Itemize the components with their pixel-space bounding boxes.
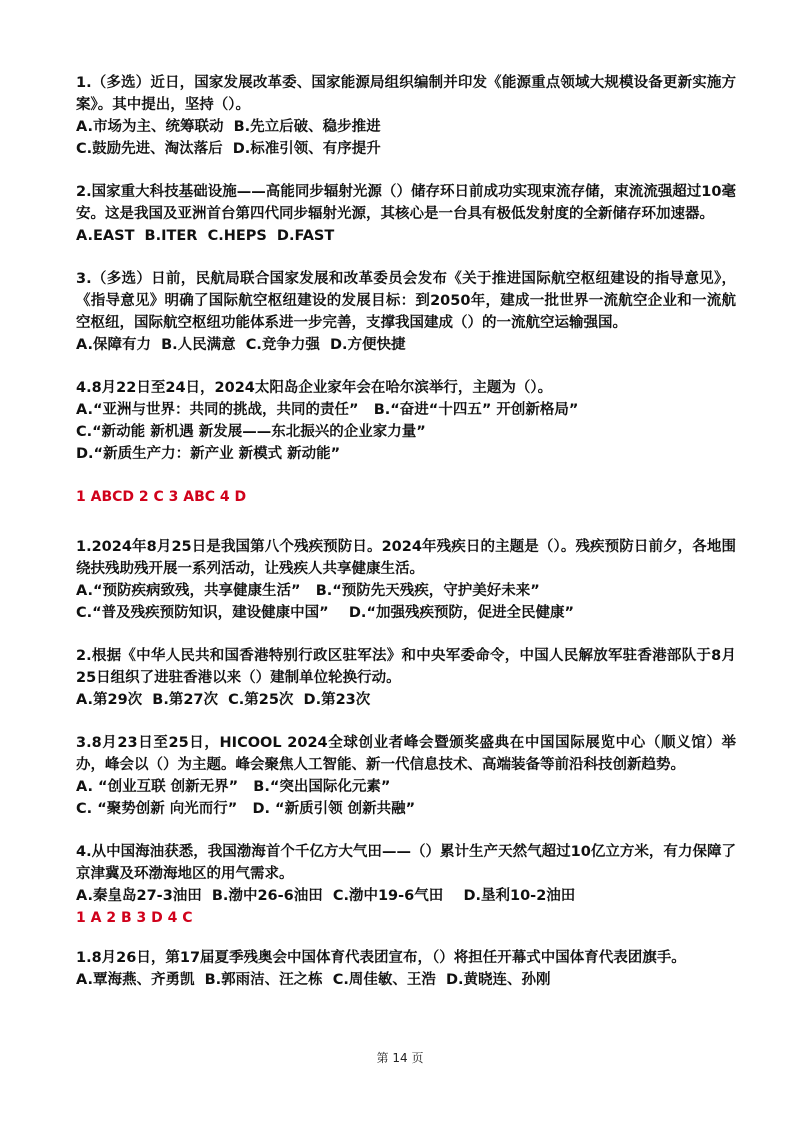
question-options: A.保障有力 B.人民满意 C.竞争力强 D.方便快捷 — [76, 337, 406, 353]
question-options: A.市场为主、统筹联动 B.先立后破、稳步推进 — [76, 119, 381, 135]
document-page — [76, 72, 736, 1012]
question-options: C.“新动能 新机遇 新发展——东北振兴的企业家力量” — [76, 424, 426, 440]
question-text: 3.（多选）日前，民航局联合国家发展和改革委员会发布《关于推进国际航空枢纽建设的指导意见》，《指导意见》明确了国际航空枢纽建设的发展目标：到2050年，建成一批世界一流航空企业和一流航空枢纽，国际航空枢纽功能体系进一步完善，支撑我国建成（）的一流航空运输强国。 — [76, 271, 736, 331]
answer-block-1 — [76, 486, 736, 508]
question-options: A.覃海燕、齐勇凯 B.郭雨洁、汪之栋 C.周佳敏、王浩 D.黄晓连、孙刚 — [76, 972, 551, 988]
question-group-3 — [76, 947, 736, 991]
question-options: C.“普及残疾预防知识，建设健康中国” D.“加强残疾预防，促进全民健康” — [76, 605, 575, 621]
question-options: A.秦皇岛27-3油田 B.渤中26-6油田 C.渤中19-6气田 D.垦利10-2油田 — [76, 888, 576, 904]
page-footer: 第 14 页 — [376, 1051, 424, 1065]
question-options: A.“亚洲与世界：共同的挑战，共同的责任” B.“奋进“十四五” 开创新格局” — [76, 402, 579, 418]
question-item — [76, 268, 736, 356]
question-text: 2.根据《中华人民共和国香港特别行政区驻军法》和中央军委命令，中国人民解放军驻香港部队于8月25日组织了进驻香港以来（）建制单位轮换行动。 — [76, 648, 736, 686]
question-item — [76, 841, 736, 907]
question-options: A. “创业互联 创新无界” B.“突出国际化元素” — [76, 779, 391, 795]
question-item — [76, 732, 736, 820]
question-item — [76, 72, 736, 160]
answer-block-2 — [76, 907, 736, 929]
question-options: A.“预防疾病致残，共享健康生活” B.“预防先天残疾，守护美好未来” — [76, 583, 540, 599]
question-item — [76, 181, 736, 247]
question-group-1 — [76, 72, 736, 465]
question-options: D.“新质生产力：新产业 新模式 新动能” — [76, 446, 341, 462]
question-item — [76, 645, 736, 711]
answer-key-1: 1 ABCD 2 C 3 ABC 4 D — [76, 489, 247, 505]
answer-key-2: 1 A 2 B 3 D 4 C — [76, 910, 193, 926]
question-options: A.EAST B.ITER C.HEPS D.FAST — [76, 228, 335, 244]
question-text: 1.2024年8月25日是我国第八个残疾预防日。2024年残疾日的主题是（）。残疾预防日前夕，各地围绕扶残助残开展一系列活动，让残疾人共享健康生活。 — [76, 539, 736, 577]
question-options: C. “聚势创新 向光而行” D. “新质引领 创新共融” — [76, 801, 416, 817]
question-text: 1.（多选）近日，国家发展改革委、国家能源局组织编制并印发《能源重点领域大规模设备更新实施方案》。其中提出，坚持（）。 — [76, 75, 736, 113]
question-text: 2.国家重大科技基础设施——高能同步辐射光源（）储存环日前成功实现束流存储，束流流强超过10毫安。这是我国及亚洲首台第四代同步辐射光源，其核心是一台具有极低发射度的全新储存环加速器。 — [76, 184, 736, 222]
question-text: 1.8月26日，第17届夏季残奥会中国体育代表团宣布，（）将担任开幕式中国体育代表团旗手。 — [76, 950, 686, 966]
question-options: A.第29次 B.第27次 C.第25次 D.第23次 — [76, 692, 371, 708]
spacer — [76, 516, 736, 536]
question-item — [76, 536, 736, 624]
question-group-2 — [76, 536, 736, 907]
question-item — [76, 947, 736, 991]
question-text: 4.8月22日至24日，2024太阳岛企业家年会在哈尔滨举行，主题为（）。 — [76, 380, 553, 396]
question-item — [76, 377, 736, 465]
question-text: 4.从中国海油获悉，我国渤海首个千亿方大气田——（）累计生产天然气超过10亿立方米，有力保障了京津冀及环渤海地区的用气需求。 — [76, 844, 736, 882]
question-text: 3.8月23日至25日，HICOOL 2024全球创业者峰会暨颁奖盛典在中国国际展览中心（顺义馆）举办，峰会以（）为主题。峰会聚焦人工智能、新一代信息技术、高端装备等前沿科技创新趋势。 — [76, 735, 736, 773]
question-options: C.鼓励先进、淘汰落后 D.标准引领、有序提升 — [76, 141, 381, 157]
